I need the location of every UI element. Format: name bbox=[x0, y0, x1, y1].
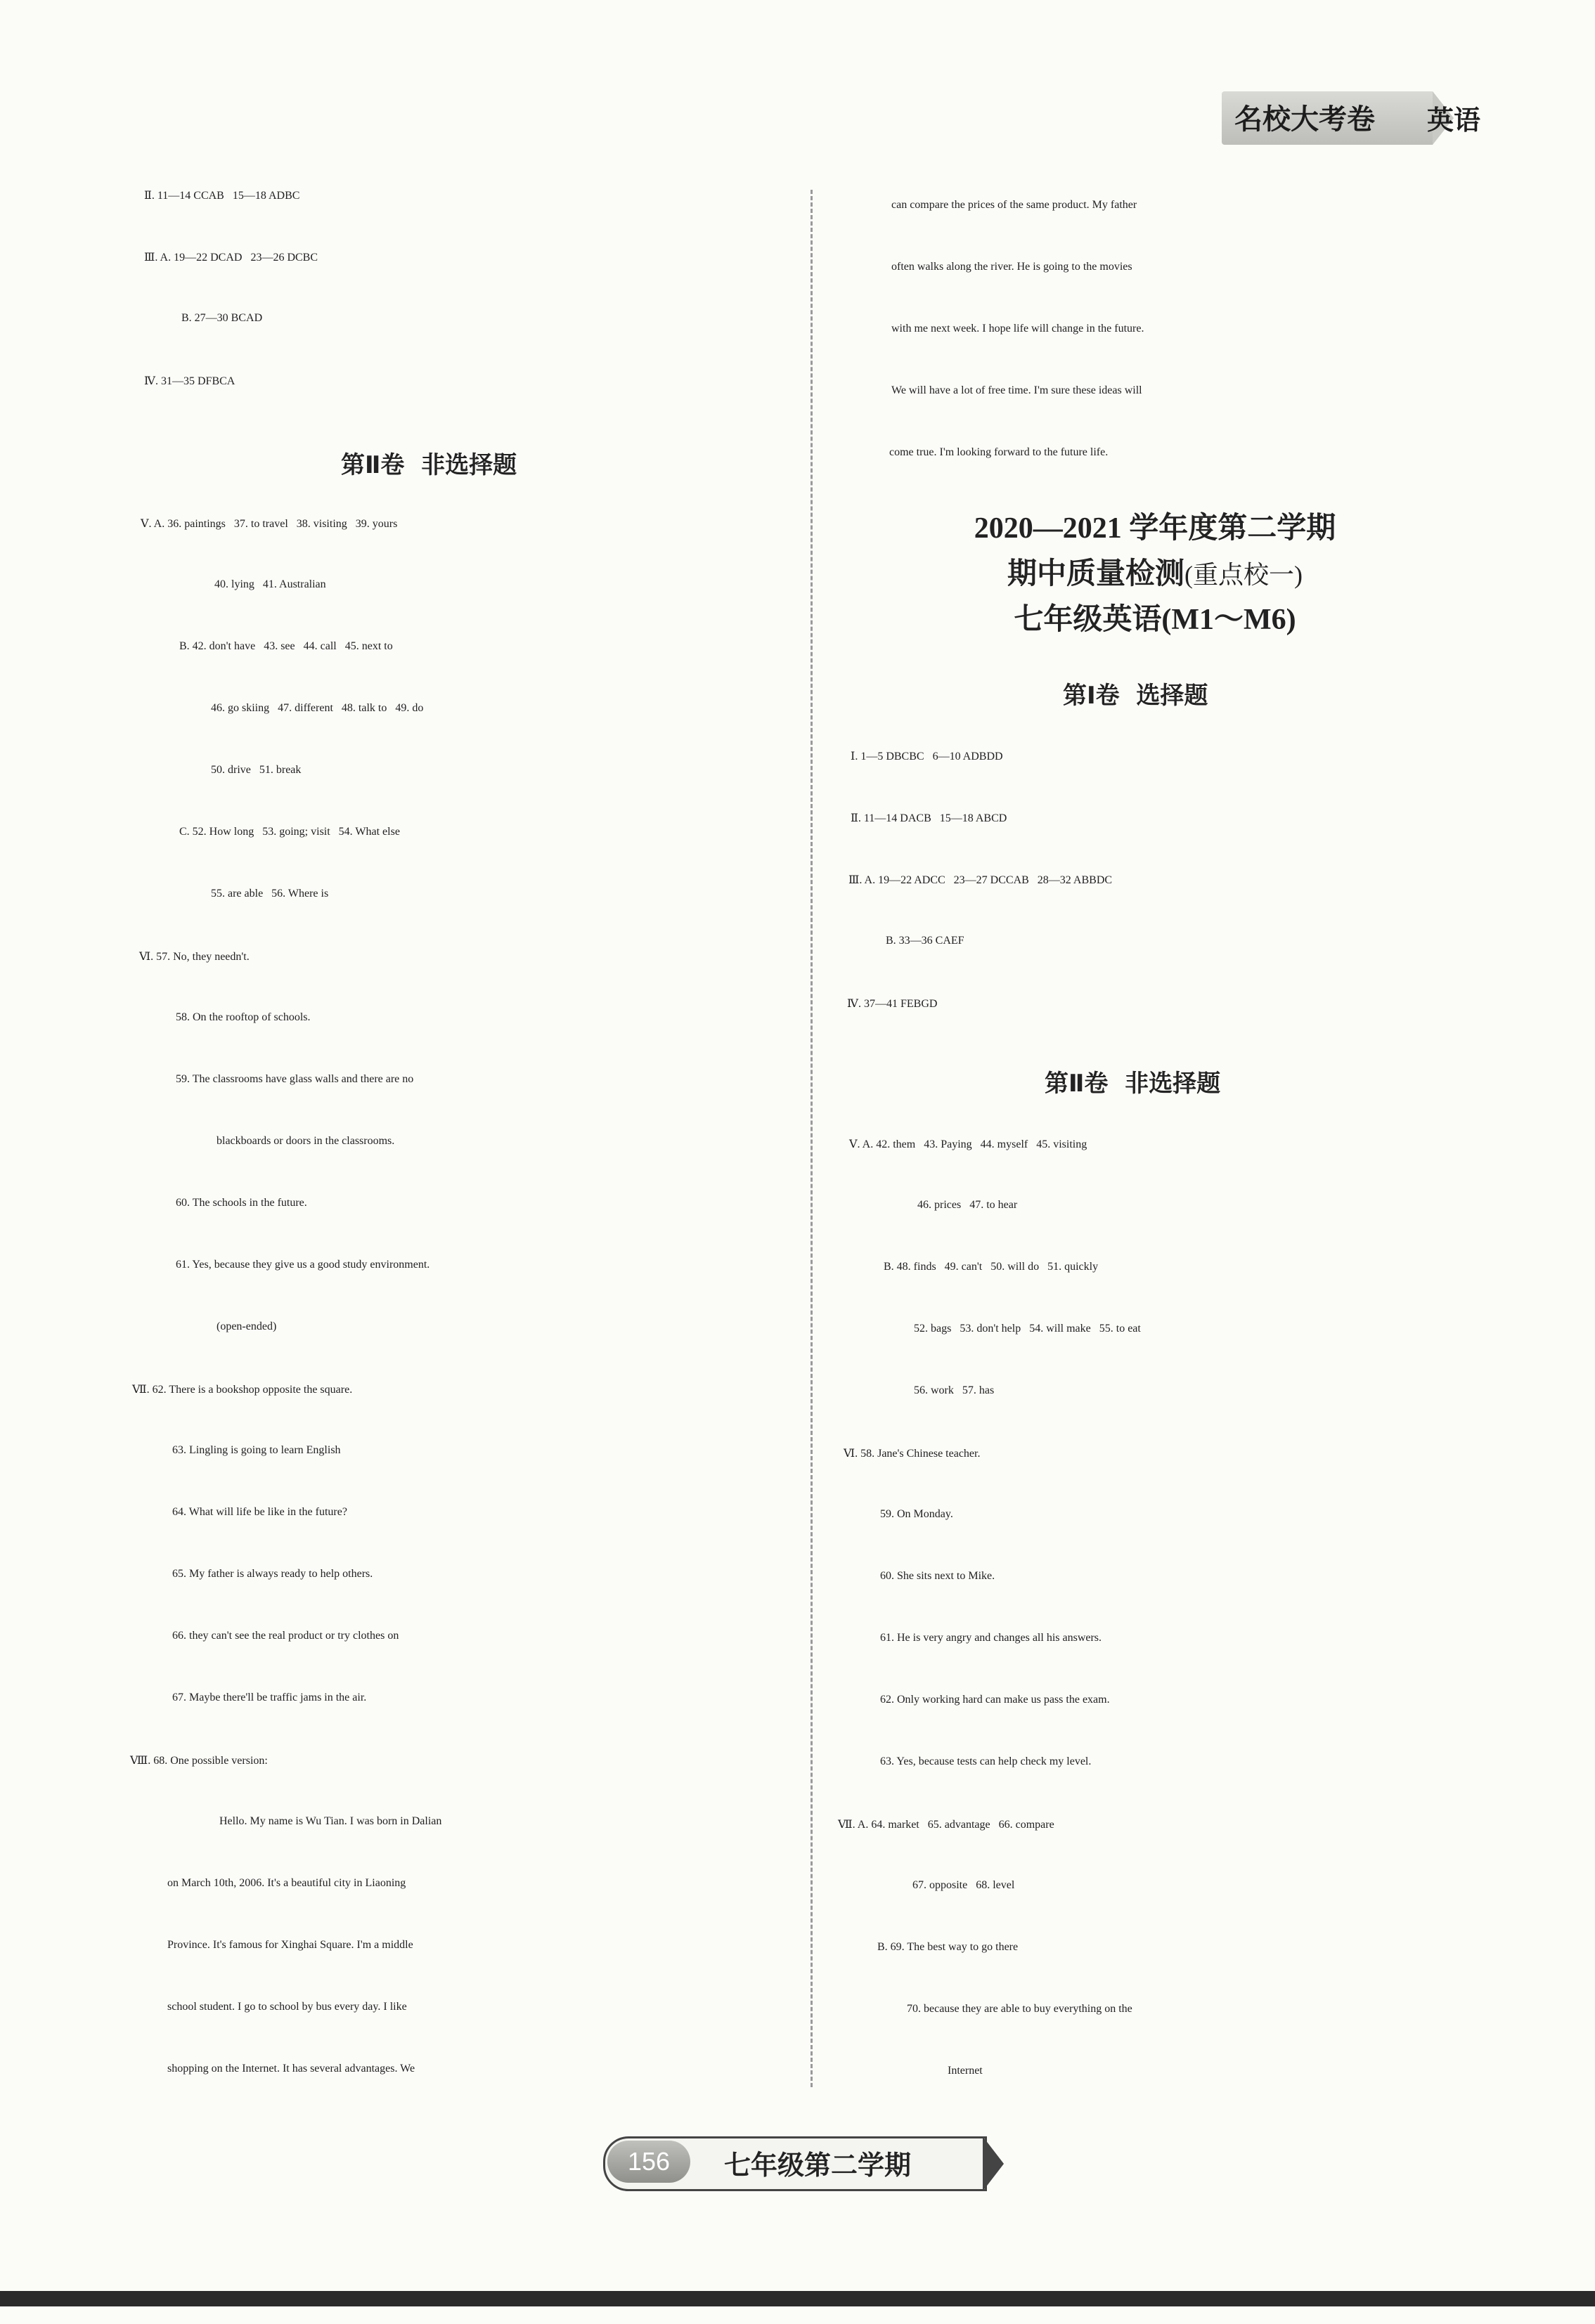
answer-line: 61. He is very angry and changes all his answers. bbox=[880, 1632, 1102, 1644]
footer-arrow-icon bbox=[983, 2136, 1004, 2191]
answer-line: Ⅲ. A. 19—22 DCAD 23—26 DCBC bbox=[144, 252, 318, 264]
essay-line: Province. It's famous for Xinghai Square. I'm a middle bbox=[167, 1939, 413, 1951]
answer-line: Ⅶ. 62. There is a bookshop opposite the square. bbox=[132, 1384, 353, 1396]
answer-line: blackboards or doors in the classrooms. bbox=[217, 1135, 395, 1147]
answer-line: 59. The classrooms have glass walls and there are no bbox=[176, 1073, 414, 1085]
answer-line: Ⅱ. 11—14 CCAB 15—18 ADBC bbox=[144, 190, 300, 202]
answer-line: 60. She sits next to Mike. bbox=[880, 1570, 995, 1582]
exam-title-line3: 七年级英语(M1～M6) bbox=[1014, 604, 1296, 636]
footer-label: 七年级第二学期 bbox=[724, 2150, 912, 2181]
answer-line: 67. opposite 68. level bbox=[912, 1879, 1015, 1891]
answer-line: Internet bbox=[948, 2065, 983, 2077]
answer-line: 59. On Monday. bbox=[880, 1508, 953, 1520]
scan-edge-bar bbox=[0, 2291, 1595, 2306]
answer-line: B. 33—36 CAEF bbox=[886, 935, 964, 947]
answer-line: 63. Lingling is going to learn English bbox=[172, 1444, 341, 1456]
answer-line: C. 52. How long 53. going; visit 54. What else bbox=[179, 826, 400, 838]
answer-line: B. 42. don't have 43. see 44. call 45. next to bbox=[179, 640, 393, 652]
essay-line: often walks along the river. He is going to the movies bbox=[891, 261, 1132, 273]
essay-line: come true. I'm looking forward to the future life. bbox=[889, 446, 1109, 458]
answer-line: 52. bags 53. don't help 54. will make 55. to eat bbox=[914, 1323, 1141, 1335]
exam-title-sub: (重点校一) bbox=[1184, 561, 1303, 589]
answer-line: Ⅳ. 37—41 FEBGD bbox=[847, 998, 938, 1010]
section-heading: 第Ⅰ卷 选择题 bbox=[1063, 682, 1208, 710]
answer-line: Ⅳ. 31—35 DFBCA bbox=[144, 375, 235, 387]
page-number: 156 bbox=[607, 2141, 690, 2183]
answer-line: Ⅱ. 11—14 DACB 15—18 ABCD bbox=[851, 812, 1007, 824]
answer-line: (open-ended) bbox=[217, 1320, 277, 1332]
essay-line: on March 10th, 2006. It's a beautiful city in Liaoning bbox=[167, 1877, 406, 1889]
answer-line: B. 69. The best way to go there bbox=[877, 1941, 1019, 1953]
answer-line: Ⅲ. A. 19—22 ADCC 23—27 DCCAB 28—32 ABBDC bbox=[848, 874, 1113, 886]
answer-line: Ⅷ. 68. One possible version: bbox=[130, 1755, 268, 1767]
header-brand: 名校大考卷 bbox=[1234, 103, 1375, 136]
answer-line: 46. prices 47. to hear bbox=[917, 1199, 1018, 1211]
answer-line: Ⅴ. A. 36. paintings 37. to travel 38. visiting 39. yours bbox=[141, 518, 398, 530]
exam-title-line2 bbox=[839, 550, 1471, 592]
answer-line: 62. Only working hard can make us pass the exam. bbox=[880, 1694, 1110, 1706]
answer-line: 60. The schools in the future. bbox=[176, 1197, 307, 1209]
answer-line: 58. On the rooftop of schools. bbox=[176, 1011, 311, 1023]
answer-line: 40. lying 41. Australian bbox=[214, 578, 326, 590]
answer-line: Ⅴ. A. 42. them 43. Paying 44. myself 45. visiting bbox=[849, 1138, 1087, 1150]
answer-line: 56. work 57. has bbox=[914, 1384, 995, 1396]
answer-line: Ⅶ. A. 64. market 65. advantage 66. compare bbox=[838, 1819, 1054, 1831]
answer-line: 70. because they are able to buy everything on the bbox=[907, 2003, 1132, 2015]
exam-title-main: 期中质量检测 bbox=[1007, 558, 1185, 590]
answer-line: 55. are able 56. Where is bbox=[211, 888, 329, 900]
answer-line: 65. My father is always ready to help others. bbox=[172, 1568, 373, 1580]
essay-line: shopping on the Internet. It has several advantages. We bbox=[167, 2063, 415, 2075]
essay-line: Hello. My name is Wu Tian. I was born in Dalian bbox=[219, 1815, 442, 1827]
answer-line: 67. Maybe there'll be traffic jams in the air. bbox=[172, 1692, 367, 1703]
essay-line: can compare the prices of the same product. My father bbox=[891, 199, 1137, 211]
essay-line: school student. I go to school by bus every day. I like bbox=[167, 2001, 407, 2013]
section-heading: 第Ⅱ卷 非选择题 bbox=[1045, 1070, 1221, 1098]
answer-line: Ⅵ. 58. Jane's Chinese teacher. bbox=[844, 1448, 981, 1460]
answer-line: 61. Yes, because they give us a good study environment. bbox=[176, 1259, 430, 1271]
answer-line: 64. What will life be like in the future? bbox=[172, 1506, 347, 1518]
answer-line: 50. drive 51. break bbox=[211, 764, 302, 776]
answer-line: B. 27—30 BCAD bbox=[181, 312, 263, 324]
answer-line: Ⅰ. 1—5 DBCBC 6—10 ADBDD bbox=[851, 751, 1003, 762]
header-subject: 英语 bbox=[1427, 105, 1481, 136]
answer-line: Ⅵ. 57. No, they needn't. bbox=[139, 951, 250, 963]
answer-line: B. 48. finds 49. can't 50. will do 51. quickly bbox=[884, 1261, 1099, 1273]
answer-line: 66. they can't see the real product or try clothes on bbox=[172, 1630, 399, 1642]
exam-title-line1: 2020—2021 学年度第二学期 bbox=[974, 512, 1336, 545]
answer-line: 63. Yes, because tests can help check my level. bbox=[880, 1755, 1092, 1767]
answer-line: 46. go skiing 47. different 48. talk to 49. do bbox=[211, 702, 424, 714]
section-heading: 第Ⅱ卷 非选择题 bbox=[341, 451, 517, 479]
column-divider bbox=[811, 190, 813, 2087]
essay-line: with me next week. I hope life will change in the future. bbox=[891, 323, 1144, 335]
essay-line: We will have a lot of free time. I'm sure these ideas will bbox=[891, 384, 1142, 396]
